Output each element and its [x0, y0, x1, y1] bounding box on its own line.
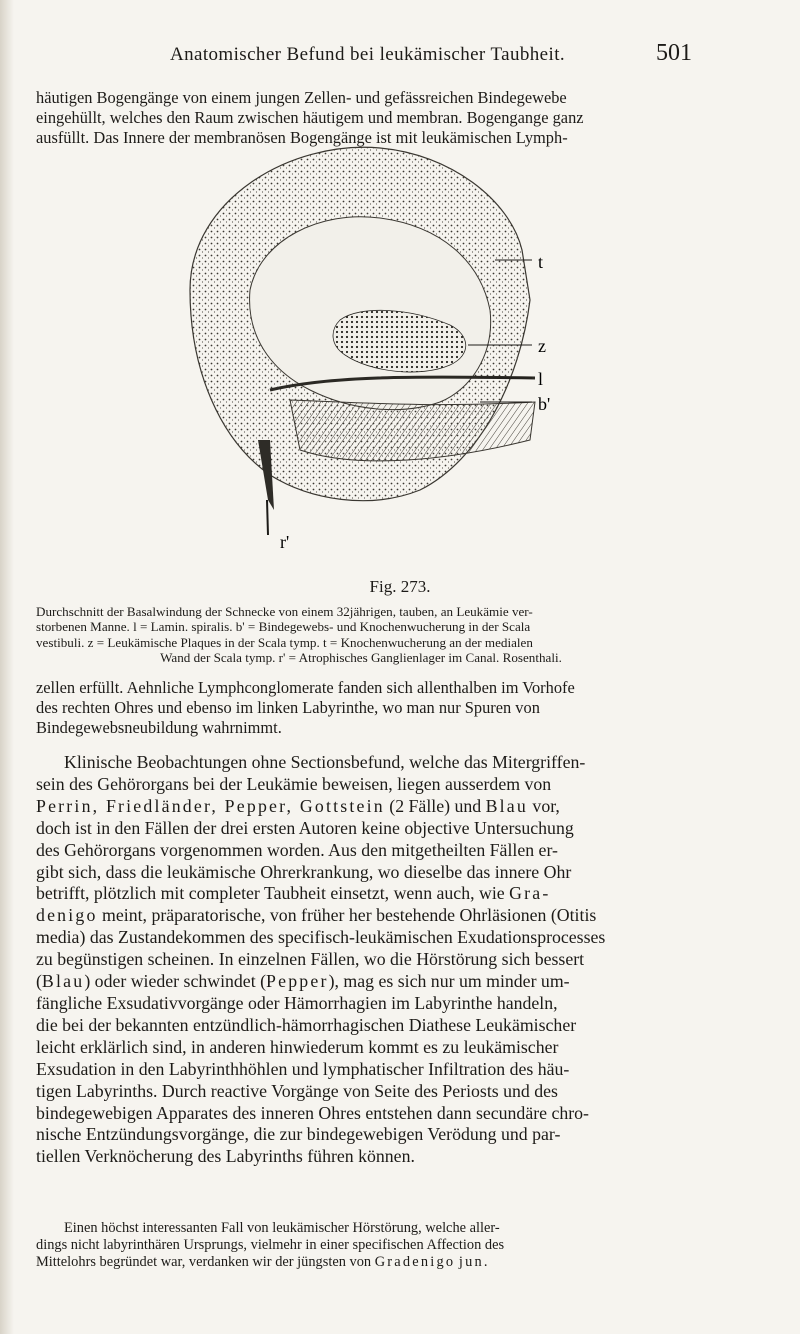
text-fragment: ) oder wieder schwindet ( — [84, 971, 267, 992]
text-line — [36, 971, 686, 993]
caption-line: Durchschnitt der Basalwindung der Schnecke von einem 32jährigen, tauben, an Leukämie ver- — [36, 604, 533, 619]
text-fragment: betrifft, plötzlich mit completer Taubheit einsetzt, wenn auch, wie — [36, 883, 510, 904]
author-blau: Blau — [41, 971, 85, 992]
page-binding-shadow — [0, 0, 14, 1334]
text-line: ausfüllt. Das Innere der membranösen Bogengänge ist mit leukämischen Lymph- — [36, 128, 568, 148]
text-line — [36, 796, 686, 818]
text-line: Exsudation in den Labyrinthhöhlen und lymphatischer Infiltration des häu- — [36, 1058, 570, 1079]
author-pepper: Pepper — [266, 971, 329, 992]
text-line: tiellen Verknöcherung des Labyrinths führen können. — [36, 1146, 415, 1167]
text-line — [36, 1254, 686, 1271]
text-line: Klinische Beobachtungen ohne Sectionsbefund, welche das Mitergriffen- — [64, 752, 586, 772]
page-header — [72, 40, 692, 76]
figure-label-z: z — [538, 336, 546, 356]
text-line: Bindegewebsneubildung wahrnimmt. — [36, 718, 282, 738]
paragraph-2 — [36, 678, 686, 739]
running-title: Anatomischer Befund bei leukämischer Taubheit. — [170, 44, 566, 65]
text-line: häutigen Bogengänge von einem jungen Zellen- und gefässreichen Bindegewebe — [36, 88, 567, 107]
text-fragment: ), mag es sich nur um minder um- — [328, 971, 570, 992]
text-line: eingehüllt, welches den Raum zwischen häutigem und membran. Bogengange ganz — [36, 108, 584, 128]
histology-figure — [150, 140, 580, 570]
figure-label-b: b' — [538, 394, 551, 414]
author-names: Perrin, Friedländer, Pepper, Gottstein — [36, 795, 385, 816]
text-line — [36, 883, 686, 905]
text-line: tigen Labyrinths. Durch reactive Vorgänge von Seite des Periosts und des — [36, 1080, 558, 1101]
paragraph-4 — [36, 1220, 686, 1270]
text-line: leicht erklärlich sind, in anderen hinwiederum kommt es zu leukämischer — [36, 1036, 559, 1057]
text-line: fängliche Exsudativvorgänge oder Hämorrhagien im Labyrinthe handeln, — [36, 992, 558, 1013]
figure-label-l: l — [538, 369, 544, 389]
text-fragment: ( — [36, 971, 42, 992]
text-fragment: (2 Fälle) und — [384, 795, 486, 816]
caption-line: vestibuli. z = Leukämische Plaques in der Scala tymp. t = Knochenwucherung an der medialen — [36, 634, 533, 650]
text-line: zu begünstigen scheinen. In einzelnen Fällen, wo die Hörstörung sich bessert — [36, 949, 585, 970]
connective-proliferation — [290, 400, 535, 461]
text-fragment: meint, präparatorische, von früher her bestehende Ohrläsionen (Otitis — [97, 905, 597, 926]
text-fragment: Mittelohrs begründet war, verdanken wir der jüngsten von — [36, 1253, 375, 1270]
text-line: Einen höchst interessanten Fall von leukämischer Hörstörung, welche aller- — [64, 1220, 500, 1236]
caption-line: Wand der Scala tymp. r' = Atrophisches Ganglienlager im Canal. Rosenthali. — [160, 650, 562, 666]
figure-label-r: r' — [280, 532, 290, 552]
caption-line: storbenen Manne. l = Lamin. spiralis. b' = Bindegewebs- und Knochenwucherung in der Scala — [36, 619, 531, 635]
text-line: des Gehörorgans vorgenommen worden. Aus den mitgetheilten Fällen er- — [36, 839, 558, 860]
text-line: media) das Zustandekommen des specifisch-leukämischen Exudationsprocesses — [36, 927, 606, 948]
text-line: doch ist in den Fällen der drei ersten Autoren keine objective Untersuchung — [36, 817, 574, 838]
text-line: bindegewebigen Apparates des inneren Ohres entstehen dann secundäre chro- — [36, 1102, 589, 1123]
page-number: 501 — [656, 40, 692, 66]
figure-number: Fig. 273. — [369, 577, 431, 596]
text-line: gibt sich, dass die leukämische Ohrerkrankung, wo dieselbe das innere Ohr — [36, 861, 572, 882]
text-line: die bei der bekannten entzündlich-hämorrhagischen Diathese Leukämischer — [36, 1014, 577, 1035]
figure-label-t: t — [538, 252, 544, 272]
text-line: sein des Gehörorgans bei der Leukämie beweisen, liegen ausserdem von — [36, 773, 552, 794]
text-line: des rechten Ohres und ebenso im linken Labyrinthe, wo man nur Spuren von — [36, 698, 540, 718]
text-line: zellen erfüllt. Aehnliche Lymphconglomerate fanden sich allenthalben im Vorhofe — [36, 678, 575, 697]
author-gradenigo-part1: Gra- — [509, 883, 551, 904]
author-gradenigo-part2: denigo — [36, 905, 98, 926]
text-line: dings nicht labyrinthären Ursprungs, vielmehr in einer specifischen Affection des — [36, 1236, 505, 1253]
figure-caption — [36, 604, 686, 666]
text-line — [36, 905, 686, 927]
text-line: nische Entzündungsvorgänge, die zur bindegewebigen Verödung und par- — [36, 1124, 561, 1145]
author-blau: Blau — [485, 795, 528, 816]
author-gradenigo: Gradenigo — [374, 1253, 456, 1270]
author-suffix: jun. — [458, 1253, 490, 1270]
text-fragment: vor, — [527, 795, 560, 816]
paragraph-3 — [36, 752, 686, 1168]
